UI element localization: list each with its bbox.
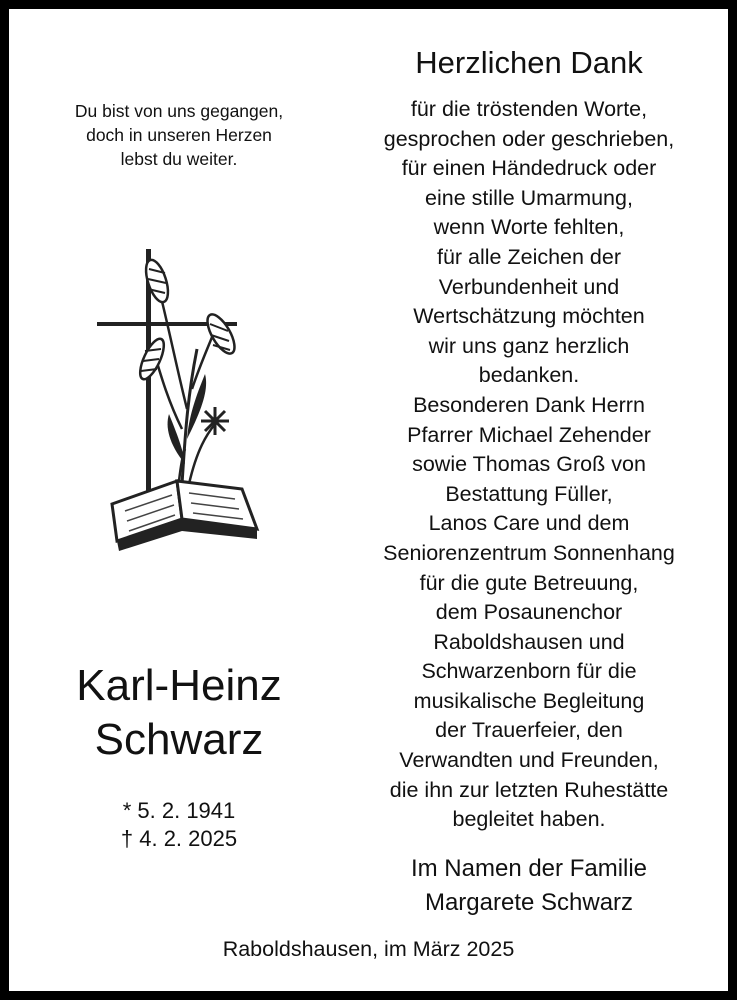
thanks-line: begleitet haben. xyxy=(452,807,606,832)
right-column xyxy=(339,9,719,939)
left-column xyxy=(9,9,349,939)
deceased-name xyxy=(19,659,339,767)
thanks-line: sowie Thomas Groß von xyxy=(412,452,646,477)
thanks-line: bedanken. xyxy=(478,363,580,388)
life-dates xyxy=(19,797,339,853)
thanks-line: für einen Händedruck oder xyxy=(401,156,657,181)
thanks-line: der Trauerfeier, den xyxy=(435,718,623,743)
thanks-line: Verwandten und Freunden, xyxy=(399,748,659,773)
thanks-line: wir uns ganz herzlich xyxy=(428,333,630,358)
thanks-line: für die gute Betreuung, xyxy=(419,570,639,595)
obituary-card xyxy=(9,9,728,991)
thanks-text xyxy=(339,95,719,835)
verse-line: lebst du weiter. xyxy=(120,149,238,169)
last-name: Schwarz xyxy=(94,715,264,764)
thanks-line: Seniorenzentrum Sonnenhang xyxy=(383,540,675,565)
thanks-line: Verbundenheit und xyxy=(438,274,620,299)
signature-name: Margarete Schwarz xyxy=(424,889,634,916)
thanks-line: Wertschätzung möchten xyxy=(413,304,645,329)
thanks-line: eine stille Umarmung, xyxy=(425,185,633,210)
thanks-line: Lanos Care und dem xyxy=(428,511,630,536)
thanks-title: Herzlichen Dank xyxy=(415,45,643,80)
cross-wheat-cornflower-bible-icon xyxy=(97,249,267,584)
thanks-line: Besonderen Dank Herrn xyxy=(413,392,645,417)
birth-date: * 5. 2. 1941 xyxy=(122,798,236,823)
memorial-verse xyxy=(29,99,329,171)
thanks-line: die ihn zur letzten Ruhestätte xyxy=(389,777,669,802)
first-name: Karl-Heinz xyxy=(76,661,282,710)
thanks-line: Raboldshausen und xyxy=(433,629,625,654)
thanks-line: gesprochen oder geschrieben, xyxy=(383,126,675,151)
verse-line: doch in unseren Herzen xyxy=(86,125,272,145)
thanks-line: musikalische Begleitung xyxy=(413,688,645,713)
verse-line: Du bist von uns gegangen, xyxy=(74,101,284,121)
thanks-line: Pfarrer Michael Zehender xyxy=(407,422,651,447)
death-date: † 4. 2. 2025 xyxy=(120,826,238,851)
thanks-line: dem Posaunenchor xyxy=(435,600,623,625)
thanks-line: für alle Zeichen der xyxy=(436,244,622,269)
thanks-line: Bestattung Füller, xyxy=(445,481,613,506)
thanks-line: wenn Worte fehlten, xyxy=(433,215,625,240)
signature-line: Im Namen der Familie xyxy=(410,855,648,882)
thanks-line: Schwarzenborn für die xyxy=(421,659,637,684)
thanks-line: für die tröstenden Worte, xyxy=(410,97,648,121)
family-signature xyxy=(339,852,719,920)
place-and-date: Raboldshausen, im März 2025 xyxy=(222,937,515,961)
